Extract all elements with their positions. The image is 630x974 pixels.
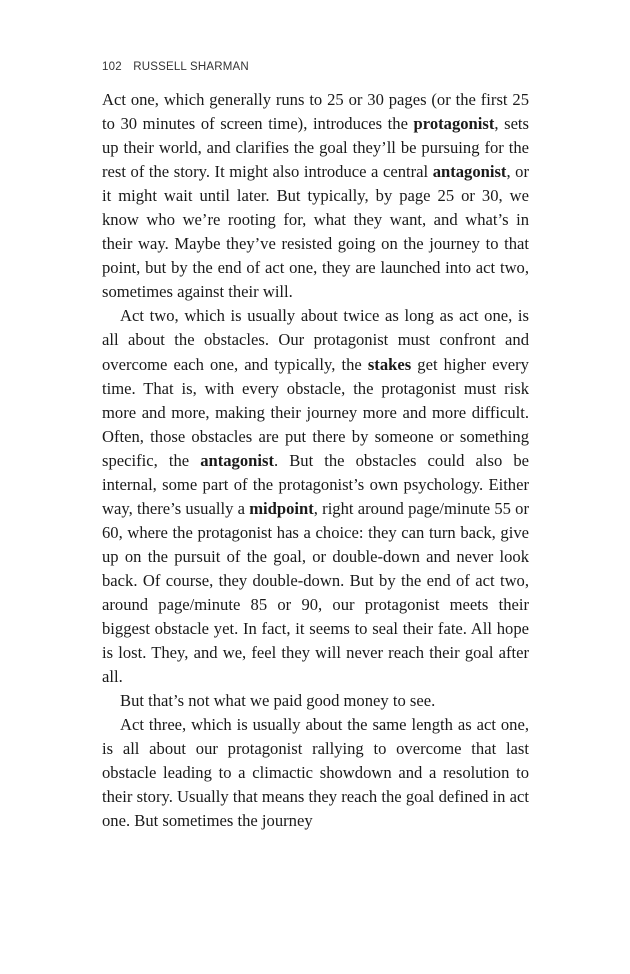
text-run: Act three, which is usually about the same length as act one, is all about our protagonist rallying to overcome that last obstacle leading to a climactic showdown and a resolution to their story. Usually that means they reach the goal defined in act one. But sometimes the journey [102,715,529,831]
text-run: Act two, which is usually about twice as long as act one, is all about the obstacles. Our protagonist must confront and overcome each one, and typically, the [102,306,529,374]
text-run: But that’s not what we paid good money to see. [120,691,436,711]
paragraph [102,689,529,713]
key-term-antagonist: antagonist [432,162,507,182]
key-term-stakes: stakes [367,354,412,374]
key-term-midpoint: midpoint [249,498,314,518]
paragraph [102,88,529,304]
key-term-antagonist: antagonist [200,450,274,470]
running-header [102,56,529,78]
text-run: , or it might wait until later. But typically, by page 25 or 30, we know who we’re rooting for, what they want, and what’s in their way. Maybe they’ve resisted going on the journey to that point, but by the end of act one, they are launched into act two, sometimes against their will. [102,162,529,302]
text-run: , right around page/minute 55 or 60, where the protagonist has a choice: they can turn back, give up on the pursuit of the goal, or double-down and never look back. Of course, they double-down. But by the end of act two, around page/minute 85 or 90, our protagonist meets their biggest obstacle yet. In fact, it seems to seal their fate. All hope is lost. They, and we, feel they will never reach their goal after all. [102,498,529,687]
paragraph [102,304,529,689]
page-number: 102 [102,61,122,73]
book-page [102,56,529,833]
body-text [102,88,529,833]
author-name: RUSSELL SHARMAN [133,61,249,73]
key-term-protagonist: protagonist [413,114,495,134]
text-run: get higher every time. That is, with every obstacle, the protagonist must risk more and more, making their journey more and more difficult. Often, those obstacles are put there by someone or something specific, the [102,354,529,470]
text-run: , sets up their world, and clarifies the goal they’ll be pursuing for the rest of the story. It might also introduce a central [102,114,530,182]
text-run: Act one, which generally runs to 25 or 30 pages (or the first 25 to 30 minutes of screen time), introduces the [102,90,529,134]
text-run: . But the obstacles could also be internal, some part of the protagonist’s own psychology. Either way, there’s usually a [102,450,529,518]
paragraph [102,713,529,833]
